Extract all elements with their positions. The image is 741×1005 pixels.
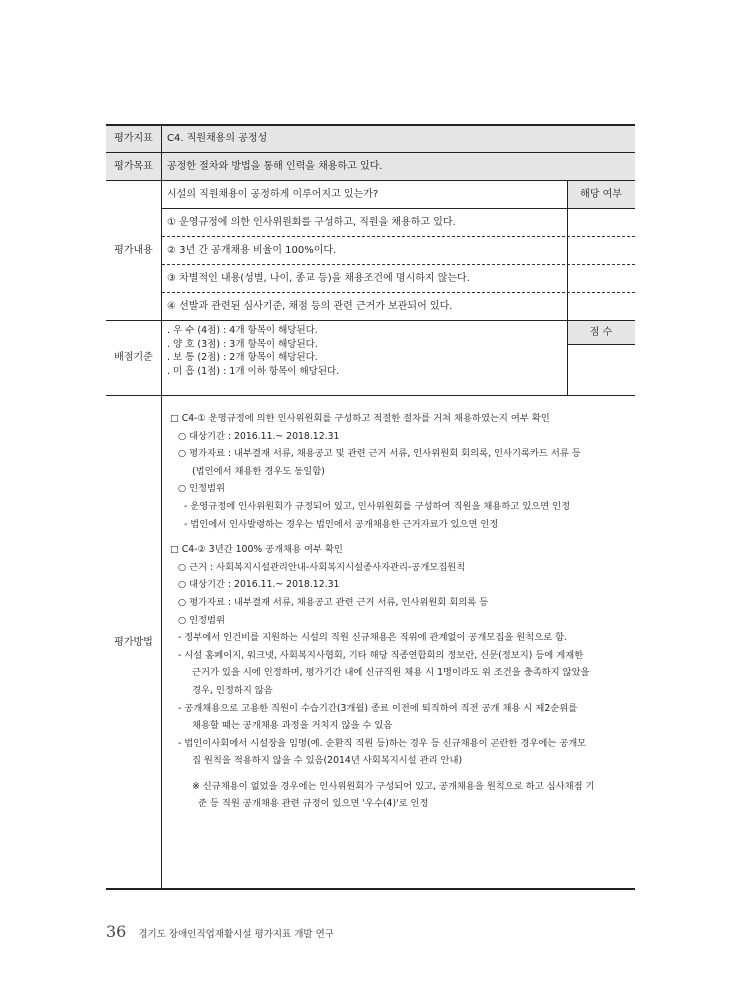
indicator-label: 평가지표 bbox=[106, 126, 162, 152]
method-line: ○ 대상기간 : 2016.11.~ 2018.12.31 bbox=[178, 430, 340, 442]
method-line: (법인에서 채용한 경우도 동일함) bbox=[192, 465, 325, 477]
scoring-line-fair: . 보 통 (2점) : 2개 항목이 해당된다. bbox=[167, 352, 318, 364]
method-line: ○ 근거 : 사회복지시설관리안내-사회복지시설종사자관리-공개모집원칙 bbox=[178, 561, 466, 573]
footer-title: 경기도 장애인직업재활시설 평가지표 개발 연구 bbox=[138, 929, 334, 940]
method-label: 평가방법 bbox=[106, 396, 162, 890]
method-line: - 공개채용으로 고용한 직원이 수습기간(3개월) 종료 이전에 퇴직하여 직전 공개 채용 시 제2순위를 bbox=[178, 702, 578, 714]
content-item-2: ② 3년 간 공개채용 비율이 100%이다. bbox=[167, 244, 337, 256]
method-line: 채용할 때는 공개채용 과정을 거치지 않을 수 있음 bbox=[192, 720, 393, 732]
content-item bbox=[162, 209, 635, 237]
method-line: - 법인이사회에서 시설장을 임명(예. 순환직 직원 등)하는 경우 등 신규채용이 곤란한 경우에는 공개모 bbox=[178, 737, 587, 749]
score-header: 점 수 bbox=[589, 326, 613, 338]
applies-column-divider bbox=[567, 181, 568, 320]
method-line: ○ 평가자료 : 내부결재 서류, 채용공고 및 관련 근거 서류, 인사위원회 회의록, 인사기록카드 서류 등 bbox=[178, 448, 581, 460]
score-column-divider bbox=[567, 321, 568, 395]
scoring-label: 배점기준 bbox=[106, 321, 162, 395]
method-line: 경우, 인정하지 않음 bbox=[192, 684, 273, 696]
goal-label: 평가목표 bbox=[106, 153, 162, 180]
method-line: 집 원칙을 적용하지 않을 수 있음(2014년 사회복지시설 관리 안내) bbox=[192, 755, 463, 767]
indicator-value: C4. 직원채용의 공정성 bbox=[167, 133, 268, 144]
page-number: 36 bbox=[106, 922, 127, 941]
scoring-criteria bbox=[167, 324, 339, 378]
content-question: 시설의 직원채용이 공정하게 이루어지고 있는가? bbox=[167, 188, 379, 200]
method-line: - 운영규정에 인사위원회가 규정되어 있고, 인사위원회를 구성하여 직원을 채용하고 있으면 인정 bbox=[184, 500, 571, 512]
content-question-row bbox=[162, 181, 635, 209]
score-header-cell bbox=[567, 321, 635, 345]
scoring-line-good: . 양 호 (3점) : 3개 항목이 해당된다. bbox=[167, 338, 318, 350]
method-line: - 정부에서 인건비를 지원하는 시설의 직원 신규채용은 직위에 관계없이 공개모집을 원칙으로 함. bbox=[178, 632, 568, 644]
scoring-line-poor: . 미 흡 (1점) : 1개 이하 항목이 해당된다. bbox=[167, 365, 340, 377]
page-footer bbox=[106, 922, 334, 941]
method-heading-1: □ C4-① 운영규정에 의한 인사위원회를 구성하고 적절한 절차를 거쳐 채용하였는지 여부 확인 bbox=[170, 413, 550, 424]
method-line: ○ 대상기간 : 2016.11.~ 2018.12.31 bbox=[178, 579, 340, 591]
indicator-row bbox=[106, 126, 635, 152]
method-heading-2: □ C4-② 3년간 100% 공개채용 여부 확인 bbox=[170, 544, 343, 556]
scoring-row bbox=[106, 320, 635, 395]
content-row bbox=[106, 180, 635, 320]
method-row bbox=[106, 395, 635, 890]
method-body bbox=[168, 410, 627, 813]
scoring-line-excellent: . 우 수 (4점) : 4개 항목이 해당된다. bbox=[167, 325, 318, 336]
method-line: - 법인에서 인사발령하는 경우는 법인에서 공개채용한 근거자료가 있으면 인정 bbox=[184, 518, 499, 530]
content-item-4: ④ 선발과 관련된 심사기준, 채점 등의 관련 근거가 보관되어 있다. bbox=[167, 301, 453, 312]
method-line: ○ 인정범위 bbox=[178, 483, 225, 495]
evaluation-table bbox=[106, 124, 635, 890]
content-item bbox=[162, 237, 635, 265]
content-item bbox=[162, 293, 635, 321]
method-line: ○ 평가자료 : 내부결재 서류, 채용공고 관련 근거 서류, 인사위원회 회의록 등 bbox=[178, 596, 489, 608]
method-line: 근거가 있을 시에 인정하며, 평가기간 내에 신규직원 채용 시 1명이라도 위 조건을 충족하지 않았을 bbox=[192, 667, 590, 679]
method-line: - 시설 홈페이지, 워크넷, 사회복지사협회, 기타 해당 직종연합회의 정보란, 신문(정보지) 등에 게재한 bbox=[178, 649, 584, 661]
applies-header: 해당 여부 bbox=[567, 181, 635, 208]
content-item-3: ③ 차별적인 내용(성별, 나이, 종교 등)을 채용조건에 명시하지 않는다. bbox=[167, 272, 470, 284]
content-item bbox=[162, 265, 635, 293]
content-item-1: ① 운영규정에 의한 인사위원회를 구성하고, 직원을 채용하고 있다. bbox=[167, 216, 456, 228]
goal-row bbox=[106, 152, 635, 180]
method-note: 준 등 직원 공개채용 관련 규정이 있으면 '우수(4)'로 인정 bbox=[198, 798, 429, 810]
method-note: ※ 신규채용이 없었을 경우에는 인사위원회가 구성되어 있고, 공개채용을 원칙으로 하고 심사채점 기 bbox=[192, 780, 595, 792]
goal-value: 공정한 절차와 방법을 통해 인력을 채용하고 있다. bbox=[167, 160, 383, 172]
method-line: ○ 인정범위 bbox=[178, 614, 225, 626]
content-label: 평가내용 bbox=[106, 181, 162, 320]
